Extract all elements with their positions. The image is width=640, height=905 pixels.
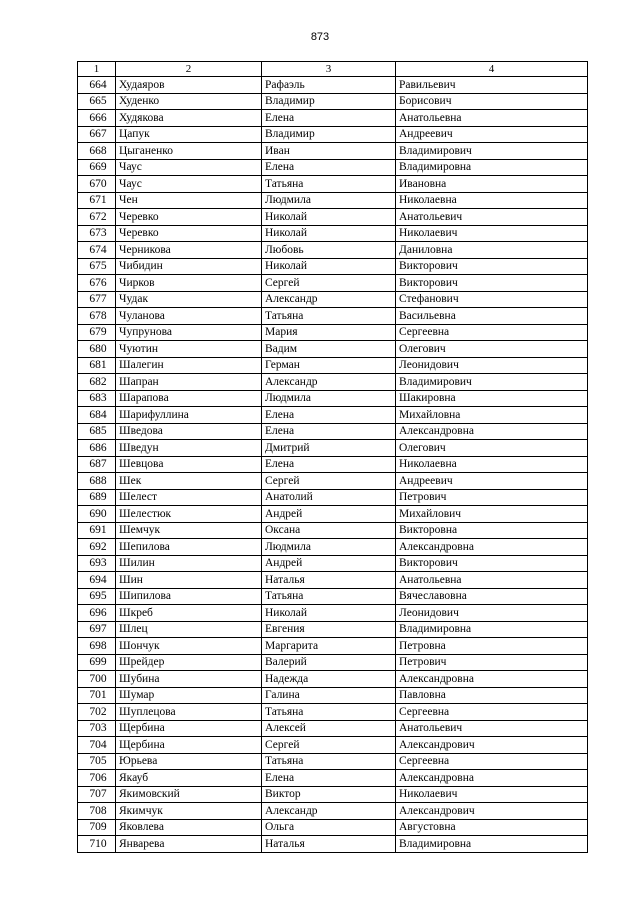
cell-patronymic: Михайловна xyxy=(396,407,588,424)
cell-surname: Шек xyxy=(116,473,262,490)
cell-patronymic: Васильевна xyxy=(396,308,588,325)
cell-first-name: Любовь xyxy=(262,242,396,259)
cell-first-name: Николай xyxy=(262,209,396,226)
cell-patronymic: Стефанович xyxy=(396,291,588,308)
cell-first-name: Маргарита xyxy=(262,638,396,655)
cell-first-name: Сергей xyxy=(262,737,396,754)
cell-number: 674 xyxy=(78,242,116,259)
cell-surname: Шубина xyxy=(116,671,262,688)
cell-surname: Черевко xyxy=(116,209,262,226)
table-row xyxy=(78,605,588,622)
cell-surname: Чен xyxy=(116,192,262,209)
cell-patronymic: Александровна xyxy=(396,770,588,787)
table-row xyxy=(78,126,588,143)
cell-patronymic: Сергеевна xyxy=(396,704,588,721)
cell-surname: Шарапова xyxy=(116,390,262,407)
cell-number: 685 xyxy=(78,423,116,440)
table-row xyxy=(78,704,588,721)
cell-surname: Юрьева xyxy=(116,753,262,770)
cell-first-name: Елена xyxy=(262,110,396,127)
cell-first-name: Николай xyxy=(262,258,396,275)
cell-first-name: Татьяна xyxy=(262,753,396,770)
table-row xyxy=(78,737,588,754)
cell-first-name: Наталья xyxy=(262,572,396,589)
cell-surname: Чибидин xyxy=(116,258,262,275)
cell-patronymic: Петрович xyxy=(396,489,588,506)
cell-patronymic: Леонидович xyxy=(396,357,588,374)
cell-patronymic: Анатольевич xyxy=(396,209,588,226)
column-header-first-name: 3 xyxy=(262,62,396,77)
cell-first-name: Людмила xyxy=(262,390,396,407)
cell-number: 704 xyxy=(78,737,116,754)
cell-number: 683 xyxy=(78,390,116,407)
cell-first-name: Ольга xyxy=(262,819,396,836)
cell-number: 675 xyxy=(78,258,116,275)
table-row xyxy=(78,572,588,589)
cell-number: 680 xyxy=(78,341,116,358)
table-row xyxy=(78,390,588,407)
table-row xyxy=(78,192,588,209)
cell-number: 698 xyxy=(78,638,116,655)
cell-number: 678 xyxy=(78,308,116,325)
cell-patronymic: Олегович xyxy=(396,440,588,457)
table-row xyxy=(78,77,588,94)
cell-number: 707 xyxy=(78,786,116,803)
cell-surname: Шлец xyxy=(116,621,262,638)
cell-number: 667 xyxy=(78,126,116,143)
cell-patronymic: Николаевна xyxy=(396,456,588,473)
table-row xyxy=(78,308,588,325)
cell-surname: Чирков xyxy=(116,275,262,292)
cell-patronymic: Петрович xyxy=(396,654,588,671)
cell-first-name: Татьяна xyxy=(262,704,396,721)
cell-first-name: Валерий xyxy=(262,654,396,671)
cell-patronymic: Анатольевна xyxy=(396,110,588,127)
cell-first-name: Иван xyxy=(262,143,396,160)
cell-number: 696 xyxy=(78,605,116,622)
names-table xyxy=(77,61,588,853)
table-row xyxy=(78,324,588,341)
cell-patronymic: Андреевич xyxy=(396,473,588,490)
table-row xyxy=(78,654,588,671)
cell-patronymic: Ивановна xyxy=(396,176,588,193)
cell-number: 668 xyxy=(78,143,116,160)
cell-number: 681 xyxy=(78,357,116,374)
table-row xyxy=(78,786,588,803)
cell-number: 710 xyxy=(78,836,116,853)
cell-number: 709 xyxy=(78,819,116,836)
cell-number: 686 xyxy=(78,440,116,457)
cell-patronymic: Вячеславовна xyxy=(396,588,588,605)
cell-surname: Чуланова xyxy=(116,308,262,325)
cell-patronymic: Равильевич xyxy=(396,77,588,94)
table-row xyxy=(78,258,588,275)
cell-number: 701 xyxy=(78,687,116,704)
cell-surname: Чупрунова xyxy=(116,324,262,341)
cell-patronymic: Владимировна xyxy=(396,836,588,853)
cell-surname: Чаус xyxy=(116,176,262,193)
table-row xyxy=(78,753,588,770)
cell-first-name: Евгения xyxy=(262,621,396,638)
cell-surname: Шевцова xyxy=(116,456,262,473)
cell-patronymic: Павловна xyxy=(396,687,588,704)
cell-patronymic: Сергеевна xyxy=(396,324,588,341)
cell-first-name: Виктор xyxy=(262,786,396,803)
table-row xyxy=(78,407,588,424)
table-row xyxy=(78,374,588,391)
cell-surname: Шарифуллина xyxy=(116,407,262,424)
cell-first-name: Галина xyxy=(262,687,396,704)
column-header-number: 1 xyxy=(78,62,116,77)
cell-first-name: Татьяна xyxy=(262,308,396,325)
table-row xyxy=(78,176,588,193)
table-row xyxy=(78,506,588,523)
cell-number: 677 xyxy=(78,291,116,308)
cell-number: 670 xyxy=(78,176,116,193)
cell-patronymic: Александровна xyxy=(396,671,588,688)
cell-number: 676 xyxy=(78,275,116,292)
cell-patronymic: Викторович xyxy=(396,555,588,572)
table-row xyxy=(78,473,588,490)
cell-first-name: Елена xyxy=(262,159,396,176)
cell-number: 705 xyxy=(78,753,116,770)
cell-surname: Шрейдер xyxy=(116,654,262,671)
cell-surname: Щербина xyxy=(116,737,262,754)
column-header-patronymic: 4 xyxy=(396,62,588,77)
cell-patronymic: Шакировна xyxy=(396,390,588,407)
cell-first-name: Николай xyxy=(262,605,396,622)
cell-patronymic: Олегович xyxy=(396,341,588,358)
cell-surname: Цапук xyxy=(116,126,262,143)
table-row xyxy=(78,291,588,308)
cell-first-name: Татьяна xyxy=(262,176,396,193)
table-row xyxy=(78,539,588,556)
cell-number: 666 xyxy=(78,110,116,127)
cell-patronymic: Николаевна xyxy=(396,192,588,209)
cell-surname: Шкреб xyxy=(116,605,262,622)
cell-number: 706 xyxy=(78,770,116,787)
cell-number: 689 xyxy=(78,489,116,506)
cell-surname: Цыганенко xyxy=(116,143,262,160)
cell-first-name: Наталья xyxy=(262,836,396,853)
cell-patronymic: Александрович xyxy=(396,803,588,820)
table-row xyxy=(78,209,588,226)
table-row xyxy=(78,242,588,259)
cell-first-name: Оксана xyxy=(262,522,396,539)
cell-patronymic: Александрович xyxy=(396,737,588,754)
cell-surname: Худякова xyxy=(116,110,262,127)
cell-first-name: Николай xyxy=(262,225,396,242)
table-row xyxy=(78,588,588,605)
cell-number: 692 xyxy=(78,539,116,556)
cell-surname: Якауб xyxy=(116,770,262,787)
cell-number: 702 xyxy=(78,704,116,721)
cell-number: 687 xyxy=(78,456,116,473)
cell-first-name: Елена xyxy=(262,423,396,440)
cell-first-name: Александр xyxy=(262,291,396,308)
cell-number: 691 xyxy=(78,522,116,539)
table-row xyxy=(78,110,588,127)
table-row xyxy=(78,819,588,836)
cell-number: 688 xyxy=(78,473,116,490)
cell-surname: Худаяров xyxy=(116,77,262,94)
cell-surname: Худенко xyxy=(116,93,262,110)
cell-first-name: Владимир xyxy=(262,126,396,143)
cell-surname: Яковлева xyxy=(116,819,262,836)
table-row xyxy=(78,836,588,853)
cell-surname: Чаус xyxy=(116,159,262,176)
table-row xyxy=(78,803,588,820)
cell-patronymic: Александровна xyxy=(396,423,588,440)
cell-surname: Шуплецова xyxy=(116,704,262,721)
cell-first-name: Андрей xyxy=(262,506,396,523)
table-row xyxy=(78,522,588,539)
table-row xyxy=(78,225,588,242)
cell-number: 665 xyxy=(78,93,116,110)
column-header-surname: 2 xyxy=(116,62,262,77)
table-row xyxy=(78,341,588,358)
cell-number: 672 xyxy=(78,209,116,226)
cell-number: 700 xyxy=(78,671,116,688)
cell-patronymic: Николаевич xyxy=(396,786,588,803)
cell-patronymic: Михайлович xyxy=(396,506,588,523)
cell-surname: Якимовский xyxy=(116,786,262,803)
cell-patronymic: Викторович xyxy=(396,275,588,292)
table-row xyxy=(78,423,588,440)
cell-number: 694 xyxy=(78,572,116,589)
table-row xyxy=(78,357,588,374)
cell-number: 703 xyxy=(78,720,116,737)
cell-patronymic: Владимирович xyxy=(396,143,588,160)
cell-first-name: Сергей xyxy=(262,473,396,490)
cell-number: 673 xyxy=(78,225,116,242)
cell-first-name: Герман xyxy=(262,357,396,374)
cell-surname: Январева xyxy=(116,836,262,853)
cell-surname: Шелест xyxy=(116,489,262,506)
table-row xyxy=(78,143,588,160)
table-row xyxy=(78,93,588,110)
cell-patronymic: Викторович xyxy=(396,258,588,275)
cell-patronymic: Анатольевич xyxy=(396,720,588,737)
cell-surname: Шилин xyxy=(116,555,262,572)
cell-surname: Шепилова xyxy=(116,539,262,556)
table-row xyxy=(78,456,588,473)
cell-first-name: Елена xyxy=(262,407,396,424)
cell-first-name: Людмила xyxy=(262,539,396,556)
table-row xyxy=(78,638,588,655)
cell-first-name: Владимир xyxy=(262,93,396,110)
cell-surname: Черникова xyxy=(116,242,262,259)
cell-surname: Чудак xyxy=(116,291,262,308)
cell-surname: Шведова xyxy=(116,423,262,440)
cell-patronymic: Андреевич xyxy=(396,126,588,143)
cell-first-name: Александр xyxy=(262,374,396,391)
cell-first-name: Елена xyxy=(262,770,396,787)
cell-surname: Шин xyxy=(116,572,262,589)
cell-surname: Шелестюк xyxy=(116,506,262,523)
cell-surname: Шончук xyxy=(116,638,262,655)
cell-first-name: Елена xyxy=(262,456,396,473)
table-row xyxy=(78,555,588,572)
cell-first-name: Дмитрий xyxy=(262,440,396,457)
cell-number: 697 xyxy=(78,621,116,638)
cell-surname: Шалегин xyxy=(116,357,262,374)
cell-number: 679 xyxy=(78,324,116,341)
cell-first-name: Надежда xyxy=(262,671,396,688)
cell-surname: Черевко xyxy=(116,225,262,242)
cell-patronymic: Леонидович xyxy=(396,605,588,622)
cell-number: 684 xyxy=(78,407,116,424)
cell-first-name: Анатолий xyxy=(262,489,396,506)
cell-patronymic: Борисович xyxy=(396,93,588,110)
cell-surname: Шапран xyxy=(116,374,262,391)
table-header xyxy=(78,62,588,77)
cell-surname: Щербина xyxy=(116,720,262,737)
cell-patronymic: Даниловна xyxy=(396,242,588,259)
cell-surname: Шведун xyxy=(116,440,262,457)
cell-number: 671 xyxy=(78,192,116,209)
cell-patronymic: Владимировна xyxy=(396,621,588,638)
table-body xyxy=(78,77,588,853)
table-row xyxy=(78,621,588,638)
cell-number: 693 xyxy=(78,555,116,572)
cell-number: 682 xyxy=(78,374,116,391)
cell-surname: Якимчук xyxy=(116,803,262,820)
cell-number: 690 xyxy=(78,506,116,523)
cell-patronymic: Сергеевна xyxy=(396,753,588,770)
cell-number: 669 xyxy=(78,159,116,176)
cell-patronymic: Анатольевна xyxy=(396,572,588,589)
table-row xyxy=(78,440,588,457)
cell-number: 695 xyxy=(78,588,116,605)
cell-first-name: Сергей xyxy=(262,275,396,292)
page-number: 873 xyxy=(310,31,330,43)
table-row xyxy=(78,720,588,737)
cell-patronymic: Викторовна xyxy=(396,522,588,539)
cell-patronymic: Августовна xyxy=(396,819,588,836)
cell-first-name: Андрей xyxy=(262,555,396,572)
cell-number: 708 xyxy=(78,803,116,820)
header-row xyxy=(78,62,588,77)
cell-first-name: Александр xyxy=(262,803,396,820)
cell-first-name: Татьяна xyxy=(262,588,396,605)
cell-patronymic: Владимирович xyxy=(396,374,588,391)
cell-first-name: Мария xyxy=(262,324,396,341)
table-row xyxy=(78,489,588,506)
cell-first-name: Алексей xyxy=(262,720,396,737)
cell-first-name: Людмила xyxy=(262,192,396,209)
cell-surname: Шипилова xyxy=(116,588,262,605)
cell-patronymic: Петровна xyxy=(396,638,588,655)
table-row xyxy=(78,671,588,688)
cell-first-name: Рафаэль xyxy=(262,77,396,94)
cell-first-name: Вадим xyxy=(262,341,396,358)
table-row xyxy=(78,687,588,704)
cell-patronymic: Николаевич xyxy=(396,225,588,242)
cell-surname: Шумар xyxy=(116,687,262,704)
cell-patronymic: Александровна xyxy=(396,539,588,556)
table-row xyxy=(78,770,588,787)
cell-surname: Шемчук xyxy=(116,522,262,539)
cell-number: 664 xyxy=(78,77,116,94)
table-row xyxy=(78,275,588,292)
cell-number: 699 xyxy=(78,654,116,671)
table-row xyxy=(78,159,588,176)
cell-patronymic: Владимировна xyxy=(396,159,588,176)
cell-surname: Чуютин xyxy=(116,341,262,358)
